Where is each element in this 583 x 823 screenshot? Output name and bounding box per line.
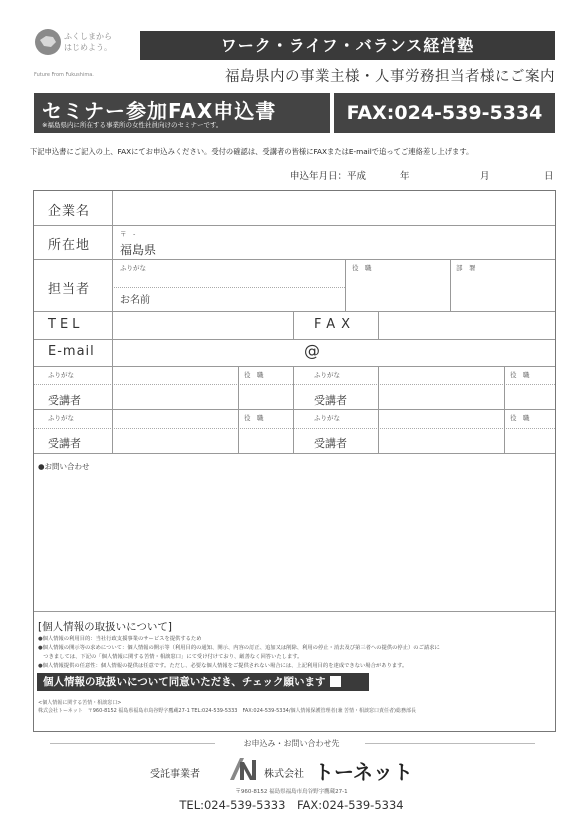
company-address: 〒960-8152 福島県福島市鳥谷野字鷹蔵27-1 xyxy=(235,789,348,795)
form-title-box xyxy=(34,93,330,133)
fax-label: FAX xyxy=(314,317,357,332)
date-day-unit: 日 xyxy=(544,171,554,182)
attendee2-name-field[interactable] xyxy=(379,367,504,409)
audience-subtitle: 福島県内の事業主様・人事労務担当者様にご案内 xyxy=(225,69,555,85)
attendee2-label: 受講者 xyxy=(314,394,347,407)
attendee1-furigana-label: ふりがな xyxy=(48,371,74,379)
contractor-role: 受託事業者 xyxy=(150,769,200,780)
attendee3-furigana-label: ふりがな xyxy=(48,414,74,422)
consent-checkbox[interactable] xyxy=(330,676,341,687)
attendee3-name-field[interactable] xyxy=(113,410,238,453)
date-month-unit: 月 xyxy=(480,171,490,182)
attendee2-position-field[interactable] xyxy=(505,377,555,409)
contact-person-label: 担当者 xyxy=(48,282,91,297)
contact-name-label: お名前 xyxy=(120,295,150,306)
company-tel-fax: TEL:024-539-5333 FAX:024-539-5334 xyxy=(179,798,404,812)
contact-position-label: 役 職 xyxy=(352,264,372,272)
prefecture-value: 福島県 xyxy=(120,243,157,257)
privacy-disclosure: ●個人情報の開示等の求めについて：個人情報の開示等（利用目的の通知、開示、内容の訂正、追加又は削除、利用の停止・消去及び第三者への提供の停止）のご請求に xyxy=(38,645,440,651)
date-label: 申込年月日：平成 xyxy=(290,171,367,182)
tonet-logo-icon xyxy=(228,756,258,782)
address-field[interactable] xyxy=(184,226,555,259)
contact-department-label: 部 署 xyxy=(456,264,476,272)
attendee4-name-field[interactable] xyxy=(379,410,504,453)
attendee3-label: 受講者 xyxy=(48,437,81,450)
contact-heading: お申込み・お問い合わせ先 xyxy=(243,739,340,748)
attendee1-position-field[interactable] xyxy=(239,377,293,409)
privacy-purpose: ●個人情報の利用目的：当社行政支援事業のサービスを提供するため xyxy=(38,636,202,642)
contact-name-field[interactable] xyxy=(184,288,344,310)
attendee3-position-label: 役 職 xyxy=(244,414,264,422)
company-field[interactable] xyxy=(113,191,555,225)
privacy-consent-bar xyxy=(37,673,369,691)
fax-number-box: FAX:024-539-5334 xyxy=(334,93,555,133)
attendee4-furigana-label: ふりがな xyxy=(314,414,340,422)
consent-label: 個人情報の取扱いについて同意いただき、チェック願います xyxy=(43,676,326,688)
tel-field[interactable] xyxy=(113,312,293,339)
contact-department-field[interactable] xyxy=(451,271,555,311)
privacy-disclosure-cont: つきましては、下記の「個人情報に関する苦情・相談窓口」にて受け付けており、厳善なく回答いたします。 xyxy=(38,654,303,660)
attendee1-name-field[interactable] xyxy=(113,367,238,409)
form-title: セミナー参加FAX申込書 xyxy=(42,99,277,123)
application-form xyxy=(33,190,556,732)
fukushima-logo xyxy=(34,28,116,84)
logo-subtext: Future From Fukushima. xyxy=(34,72,94,78)
company-kk: 株式会社 xyxy=(264,769,304,780)
privacy-contact-heading: <個人情報に関する苦情・相談窓口> xyxy=(38,700,122,706)
company-block xyxy=(150,756,450,786)
privacy-contact-details: 株式会社トーネット 〒960-8152 福島県福島市鳥谷野字鷹蔵27-1 TEL:024-539-5333 FAX:024-539-5334/個人情報保護管理者(兼 苦情・相談窓口責任者)総務部長 xyxy=(38,708,417,714)
company-name: トーネット xyxy=(314,760,413,784)
instructions: 下記申込書にご記入の上、FAXにてお申込みください。受付の確認は、受講者の皆様にFAXまたはE-mailで追ってご連絡差し上げます。 xyxy=(30,147,474,156)
fukushima-map-icon xyxy=(34,28,62,56)
email-at-symbol: @ xyxy=(304,341,321,360)
inquiry-textarea[interactable] xyxy=(38,473,550,607)
date-year-unit: 年 xyxy=(400,171,410,182)
privacy-title: [個人情報の取扱いについて] xyxy=(38,621,172,633)
address-label: 所在地 xyxy=(48,238,91,253)
application-date xyxy=(290,168,554,182)
logo-tagline-1: ふくしまから xyxy=(64,32,112,41)
form-title-note: ※福島県内に所在する事業所の女性社員向けのセミナーです。 xyxy=(42,121,223,129)
inquiry-label: ●お問い合わせ xyxy=(38,462,90,471)
privacy-voluntary: ●個人情報提供の任意性：個人情報の提供は任意です。ただし、必要な個人情報をご提供されない場合には、上記利用目的を達成できない場合があります。 xyxy=(38,663,408,669)
attendee2-position-label: 役 職 xyxy=(510,371,530,379)
attendee1-position-label: 役 職 xyxy=(244,371,264,379)
program-banner: ワーク・ライフ・バランス経営塾 xyxy=(140,31,555,60)
contact-position-field[interactable] xyxy=(346,271,449,311)
attendee4-position-label: 役 職 xyxy=(510,414,530,422)
postal-code-mark: 〒 - xyxy=(120,230,136,238)
company-label: 企業名 xyxy=(48,204,91,219)
attendee3-position-field[interactable] xyxy=(239,420,293,453)
attendee4-label: 受講者 xyxy=(314,437,347,450)
attendee4-position-field[interactable] xyxy=(505,420,555,453)
logo-tagline-2: はじめよう。 xyxy=(64,43,112,52)
attendee1-label: 受講者 xyxy=(48,394,81,407)
tel-label: TEL xyxy=(48,317,84,332)
email-label: E-mail xyxy=(48,344,95,359)
email-field[interactable] xyxy=(113,340,555,366)
attendee2-furigana-label: ふりがな xyxy=(314,371,340,379)
contact-furigana-label: ふりがな xyxy=(120,264,146,272)
fax-field[interactable] xyxy=(379,312,555,339)
